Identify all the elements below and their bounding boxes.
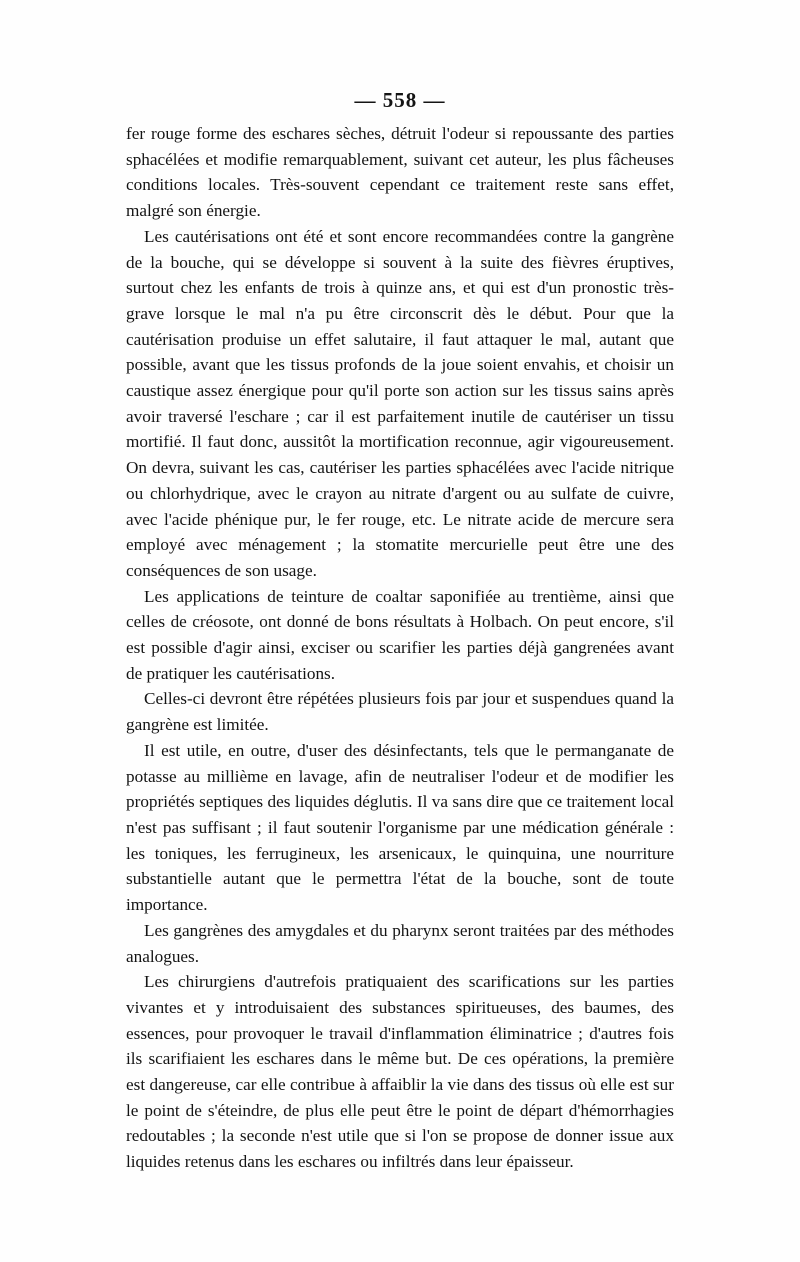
paragraph: Les gangrènes des amygdales et du pharynx seront traitées par des méthodes analogues.	[126, 920, 674, 966]
body-text	[126, 121, 674, 1175]
page-number: — 558 —	[354, 88, 446, 112]
paragraph: Les chirurgiens d'autrefois pratiquaient des scarifications sur les parties vivantes et y introduisaient des substances spiritueuses, des baumes, des essences, pour provoquer le travail d'inflammation éliminatrice ; d'autres fois ils scarifiaient les eschares dans le même but. De ces opérations, la première est dangereuse, car elle contribue à affaiblir la vie dans des tissus où elle est sur le point de s'éteindre, de plus elle peut être le point de départ d'hémorrhagies redoutables ; la seconde n'est utile que si l'on se propose de donner issue aux liquides retenus dans les eschares ou infiltrés dans leur épaisseur.	[126, 972, 674, 1172]
paragraph: fer rouge forme des eschares sèches, détruit l'odeur si repoussante des parties sphacélées et modifie remarquablement, suivant cet auteur, les plus fâcheuses conditions locales. Très-souvent cependant ce traitement reste sans effet, malgré son énergie.	[126, 124, 674, 221]
paragraph: Les applications de teinture de coaltar saponifiée au trentième, ainsi que celles de créosote, ont donné de bons résultats à Holbach. On peut encore, s'il est possible d'agir ainsi, exciser ou scarifier les parties déjà gangrenées avant de pratiquer les cautérisations.	[126, 586, 674, 683]
paragraph: Les cautérisations ont été et sont encore recommandées contre la gangrène de la bouche, qui se développe si souvent à la suite des fièvres éruptives, surtout chez les enfants de trois à quinze ans, et qui est d'un pronostic très-grave lorsque le mal n'a pu être circonscrit dès le début. Pour que la cautérisation produise un effet salutaire, il faut attaquer le mal, autant que possible, avant que les tissus profonds de la joue soient envahis, et choisir un caustique assez énergique pour qu'il porte son action sur les tissus sains après avoir traversé l'eschare ; car il est parfaitement inutile de cautériser un tissu mortifié. Il faut donc, aussitôt la mortification reconnue, agir vigoureusement. On devra, suivant les cas, cautériser les parties sphacélées avec l'acide nitrique ou chlorhydrique, avec le crayon au nitrate d'argent ou au sulfate de cuivre, avec l'acide phénique pur, le fer rouge, etc. Le nitrate acide de mercure sera employé avec ménagement ; la stomatite mercurielle peut être une des conséquences de son usage.	[126, 226, 674, 580]
paragraph: Il est utile, en outre, d'user des désinfectants, tels que le permanganate de potasse au millième en lavage, afin de neutraliser l'odeur et de modifier les propriétés septiques des liquides déglutis. Il va sans dire que ce traitement local n'est pas suffisant ; il faut soutenir l'organisme par une médication générale : les toniques, les ferrugineux, les arsenicaux, le quinquina, une nourriture substantielle autant que le permettra l'état de la bouche, sont de toute importance.	[126, 740, 674, 915]
paragraph: Celles-ci devront être répétées plusieurs fois par jour et suspendues quand la gangrène est limitée.	[126, 689, 674, 735]
